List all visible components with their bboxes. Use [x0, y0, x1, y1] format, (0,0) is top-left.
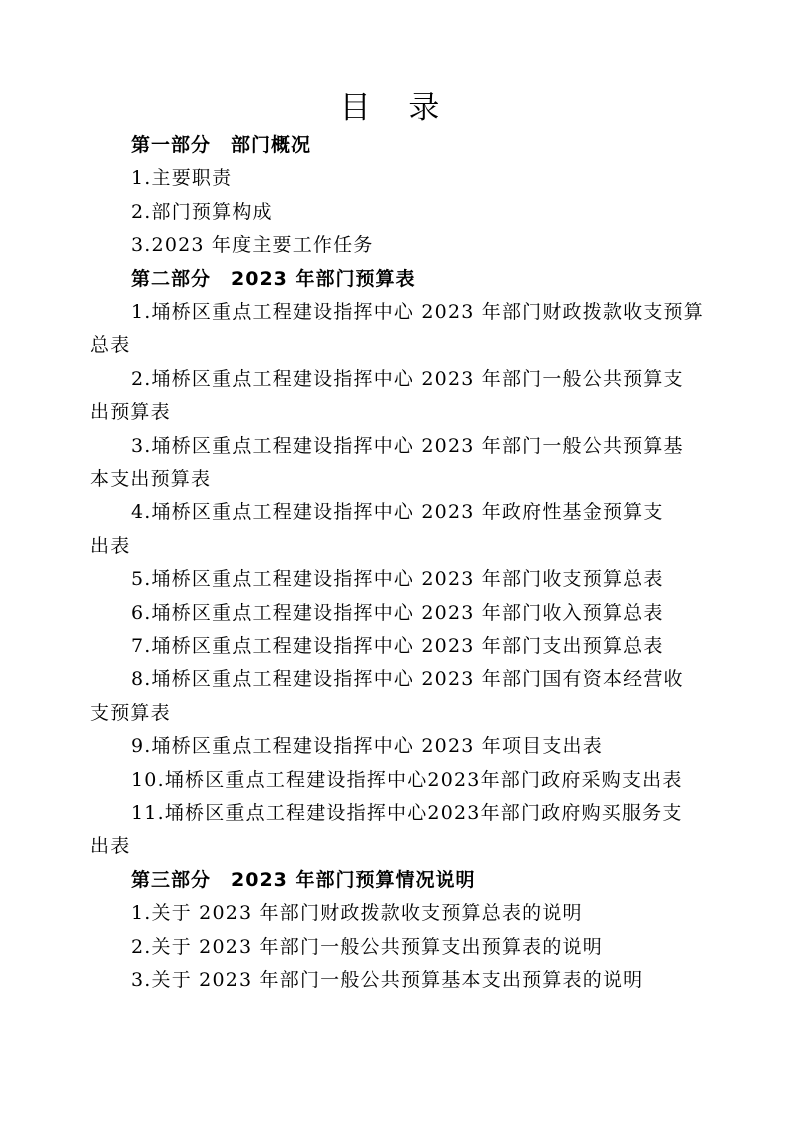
toc-item: 10.埇桥区重点工程建设指挥中心2023年部门政府采购支出表 — [131, 768, 683, 791]
toc-item: 3.2023 年度主要工作任务 — [131, 234, 374, 257]
toc-item: 2.关于 2023 年部门一般公共预算支出预算表的说明 — [131, 935, 603, 958]
toc-item-line: 本支出预算表 — [90, 468, 212, 490]
toc-item: 1.主要职责 — [131, 167, 233, 190]
section-heading: 第一部分 部门概况 — [131, 134, 312, 156]
toc-item: 1.关于 2023 年部门财政拨款收支预算总表的说明 — [131, 902, 583, 925]
toc-item-line: 出预算表 — [90, 401, 171, 424]
toc-item-line: 出表 — [90, 835, 131, 858]
toc-item: 5.埇桥区重点工程建设指挥中心 2023 年部门收支预算总表 — [131, 568, 664, 591]
toc-item-line: 4.埇桥区重点工程建设指挥中心 2023 年政府性基金预算支 — [131, 501, 664, 524]
toc-title: 目 录 — [339, 90, 454, 126]
toc-item: 2.部门预算构成 — [131, 200, 273, 223]
toc-item: 3.关于 2023 年部门一般公共预算基本支出预算表的说明 — [131, 969, 644, 991]
toc-item-line: 总表 — [90, 334, 131, 357]
section-heading: 第二部分 2023 年部门预算表 — [131, 267, 416, 290]
toc-item: 7.埇桥区重点工程建设指挥中心 2023 年部门支出预算总表 — [131, 635, 664, 657]
toc-item: 6.埇桥区重点工程建设指挥中心 2023 年部门收入预算总表 — [131, 601, 664, 624]
toc-item-line: 2.埇桥区重点工程建设指挥中心 2023 年部门一般公共预算支 — [131, 367, 684, 390]
toc-item-line: 8.埇桥区重点工程建设指挥中心 2023 年部门国有资本经营收 — [131, 668, 684, 691]
section-heading: 第三部分 2023 年部门预算情况说明 — [131, 868, 476, 891]
toc-item-line: 11.埇桥区重点工程建设指挥中心2023年部门政府购买服务支 — [131, 802, 683, 824]
toc-item-line: 支预算表 — [90, 701, 171, 724]
toc-item-line: 3.埇桥区重点工程建设指挥中心 2023 年部门一般公共预算基 — [131, 434, 684, 457]
toc-item-line: 1.埇桥区重点工程建设指挥中心 2023 年部门财政拨款收支预算 — [131, 301, 704, 323]
toc-item-line: 出表 — [90, 534, 131, 557]
toc-item: 9.埇桥区重点工程建设指挥中心 2023 年项目支出表 — [131, 735, 603, 758]
